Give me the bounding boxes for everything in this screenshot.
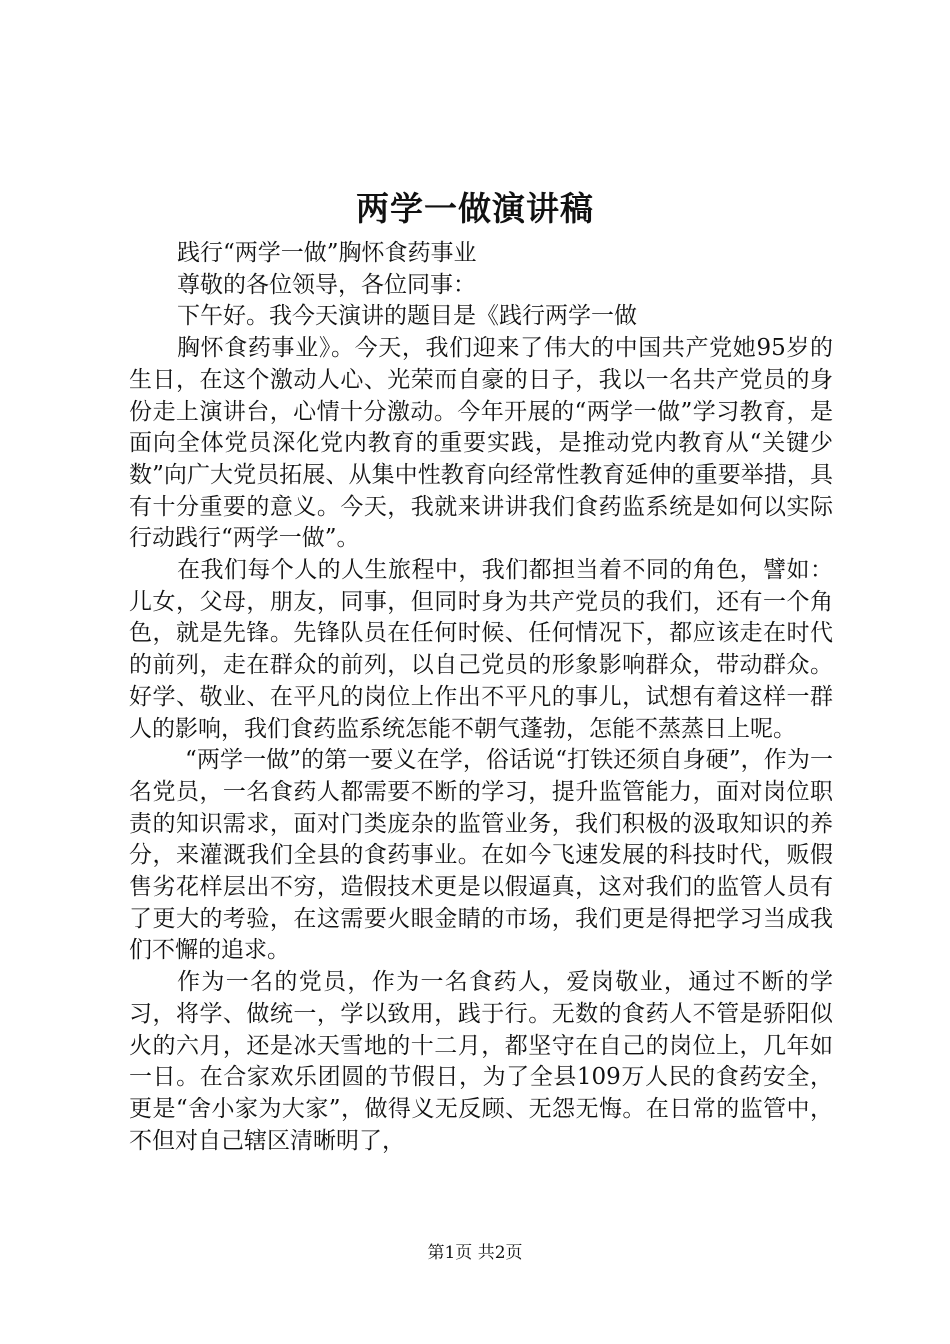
page-number-footer: 第1页 共2页 [427, 1243, 523, 1263]
paragraph-learning: “两学一做”的第一要义在学，俗话说“打铁还须自身硬”，作为一名党员，一名食药人都需要不断的学习，提升监管能力，面对岗位职责的知识需求，面对门类庞杂的监管业务，我们积极的汲取知识的养分，来灌溉我们全县的食药事业。在如今飞速发展的科技时代，贩假售劣花样层出不穷，造假技术更是以假逼真，这对我们的监管人员有了更大的考验，在这需要火眼金睛的市场，我们更是得把学习当成我们不懈的追求。 [129, 747, 833, 964]
paragraph-salutation: 尊敬的各位领导，各位同事： [177, 271, 476, 298]
paragraph-intro: 胸怀食药事业》。今天，我们迎来了伟大的中国共产党她95岁的生日，在这个激动人心、光荣而自豪的日子，我以一名共产党员的身份走上演讲台，心情十分激动。今年开展的“两学一做”学习教育，是面向全体党员深化党内教育的重要实践，是推动党内教育从“关键少数”向广大党员拓展、从集中性教育向经常性教育延伸的重要举措，具有十分重要的意义。今天，我就来讲讲我们食药监系统是如何以实际行动践行“两学一做”。 [129, 335, 833, 552]
paragraph-greeting: 下午好。我今天演讲的题目是《践行两学一做 [177, 303, 637, 330]
paragraph-dedication: 作为一名的党员，作为一名食药人，爱岗敬业，通过不断的学习，将学、做统一，学以致用，践于行。无数的食药人不管是骄阳似火的六月，还是冰天雪地的十二月，都坚守在自己的岗位上，几年如一日。在合家欢乐团圆的节假日，为了全县109万人民的食药安全，更是“舍小家为大家”，做得义无反顾、无怨无悔。在日常的监管中，不但对自己辖区清晰明了， [129, 969, 833, 1154]
paragraph-subtitle: 践行“两学一做”胸怀食药事业 [177, 240, 477, 266]
document-title: 两学一做演讲稿 [356, 189, 594, 228]
document-body [129, 238, 833, 1157]
paragraph-roles: 在我们每个人的人生旅程中，我们都担当着不同的角色，譬如：儿女，父母，朋友，同事，但同时身为共产党员的我们，还有一个角色，就是先锋。先锋队员在任何时候、任何情况下，都应该走在时代的前列，走在群众的前列，以自己党员的形象影响群众，带动群众。好学、敬业、在平凡的岗位上作出不平凡的事儿，试想有着这样一群人的影响，我们食药监系统怎能不朝气蓬勃，怎能不蒸蒸日上呢。 [129, 557, 833, 742]
